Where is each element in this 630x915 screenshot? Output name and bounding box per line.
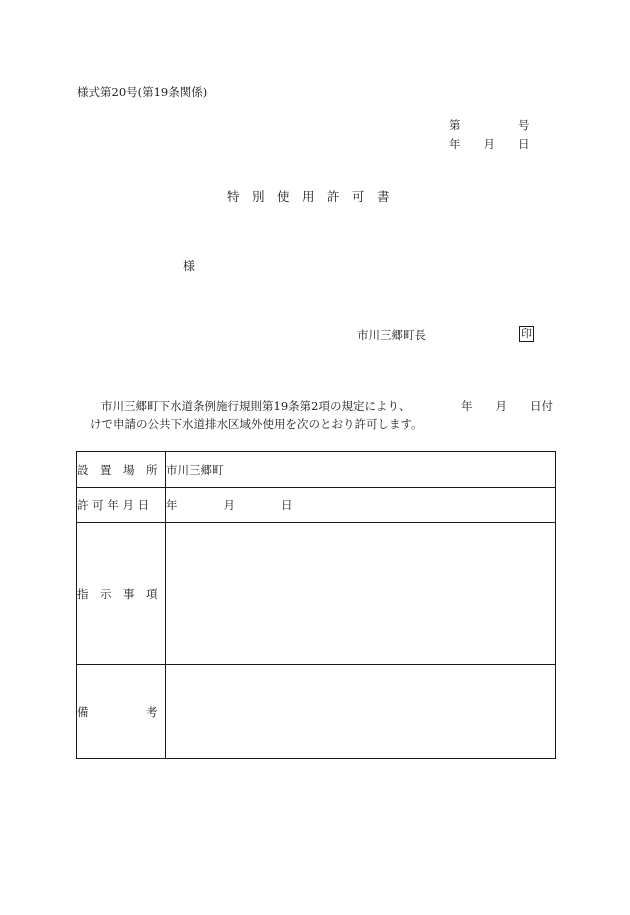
table-row — [77, 452, 556, 488]
installation-location-value: 市川三郷町 — [166, 452, 556, 488]
instructions-label: 指 示 事 項 — [77, 523, 166, 665]
remarks-label: 備 考 — [77, 665, 166, 759]
seal-mark: 印 — [521, 327, 532, 340]
permit-date-label: 許 可 年 月 日 — [77, 488, 166, 523]
installation-location-label: 設 置 場 所 — [77, 452, 166, 488]
document-number-line: 第 号 — [449, 118, 530, 132]
body-text-date: 年 月 日付 — [461, 399, 553, 413]
body-text-line-1: 市川三郷町下水道条例施行規則第19条第2項の規定により、 — [101, 399, 411, 413]
table-row — [77, 488, 556, 523]
table-row — [77, 665, 556, 759]
instructions-value — [166, 523, 556, 665]
form-number: 様式第20号(第19条関係) — [77, 85, 208, 99]
document-title: 特 別 使 用 許 可 書 — [227, 189, 390, 204]
issuer-name: 市川三郷町長 — [357, 328, 426, 342]
permit-table — [76, 451, 556, 759]
remarks-value — [166, 665, 556, 759]
permit-date-value: 年 月 日 — [166, 488, 556, 523]
document-date-line: 年 月 日 — [449, 137, 530, 151]
table-row — [77, 523, 556, 665]
body-text-line-2: けで申請の公共下水道排水区域外使用を次のとおり許可します。 — [90, 417, 423, 431]
addressee-suffix: 様 — [183, 259, 196, 273]
